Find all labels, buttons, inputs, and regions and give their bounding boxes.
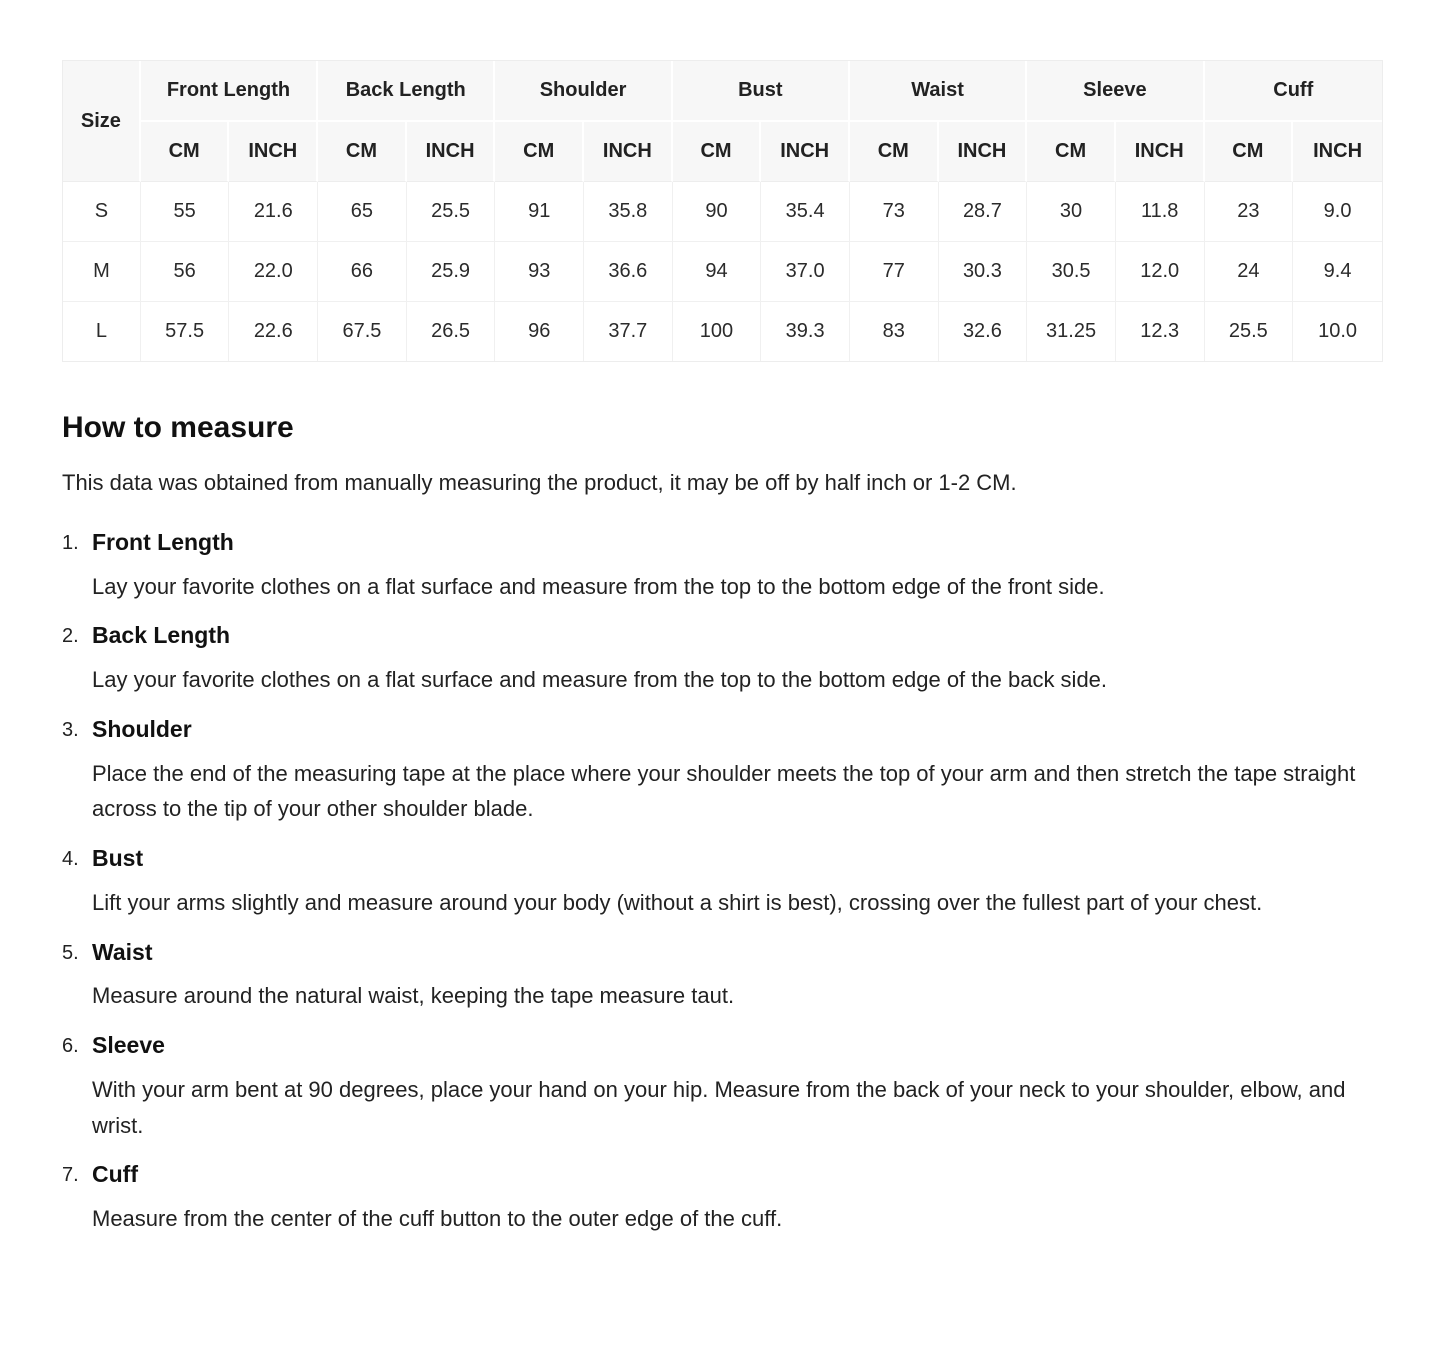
column-header-cuff: Cuff bbox=[1205, 61, 1382, 122]
how-to-measure-section bbox=[62, 410, 1383, 1237]
value-cell: 25.5 bbox=[1205, 302, 1294, 361]
value-cell: 93 bbox=[495, 242, 584, 302]
value-cell: 22.6 bbox=[229, 302, 318, 361]
step-term: Shoulder bbox=[92, 715, 192, 742]
unit-header-inch: INCH bbox=[584, 122, 673, 182]
measure-steps-list bbox=[62, 529, 1383, 1237]
value-cell: 94 bbox=[673, 242, 762, 302]
value-cell: 25.5 bbox=[407, 182, 496, 242]
step-term: Waist bbox=[92, 938, 153, 965]
measure-step-waist bbox=[62, 939, 1383, 1014]
value-cell: 12.0 bbox=[1116, 242, 1205, 302]
value-cell: 77 bbox=[850, 242, 939, 302]
value-cell: 57.5 bbox=[141, 302, 230, 361]
value-cell: 21.6 bbox=[229, 182, 318, 242]
size-cell: S bbox=[63, 182, 141, 242]
size-cell: M bbox=[63, 242, 141, 302]
value-cell: 73 bbox=[850, 182, 939, 242]
value-cell: 31.25 bbox=[1027, 302, 1116, 361]
value-cell: 83 bbox=[850, 302, 939, 361]
table-row-size-s bbox=[63, 182, 1382, 242]
step-description: Lay your favorite clothes on a flat surface and measure from the top to the bottom edge of the front side. bbox=[92, 573, 1105, 599]
column-header-sleeve: Sleeve bbox=[1027, 61, 1204, 122]
unit-header-cm: CM bbox=[1027, 122, 1116, 182]
section-title: How to measure bbox=[62, 411, 294, 444]
value-cell: 56 bbox=[141, 242, 230, 302]
intro-text: This data was obtained from manually measuring the product, it may be off by half inch or 1-2 CM. bbox=[62, 470, 1017, 495]
value-cell: 37.0 bbox=[761, 242, 850, 302]
value-cell: 35.4 bbox=[761, 182, 850, 242]
unit-header-inch: INCH bbox=[1116, 122, 1205, 182]
value-cell: 36.6 bbox=[584, 242, 673, 302]
table-row-size-m bbox=[63, 242, 1382, 302]
value-cell: 67.5 bbox=[318, 302, 407, 361]
column-header-bust: Bust bbox=[673, 61, 850, 122]
step-number: 3. bbox=[62, 718, 79, 741]
measure-step-front-length bbox=[62, 529, 1383, 604]
unit-header-cm: CM bbox=[141, 122, 230, 182]
column-header-waist: Waist bbox=[850, 61, 1027, 122]
unit-header-inch: INCH bbox=[939, 122, 1028, 182]
step-number: 2. bbox=[62, 625, 79, 648]
value-cell: 26.5 bbox=[407, 302, 496, 361]
column-header-shoulder: Shoulder bbox=[495, 61, 672, 122]
unit-header-cm: CM bbox=[850, 122, 939, 182]
unit-header-cm: CM bbox=[318, 122, 407, 182]
step-term: Front Length bbox=[92, 529, 234, 555]
step-term: Bust bbox=[92, 845, 144, 872]
step-description: Lift your arms slightly and measure around your body (without a shirt is best), crossing over the fullest part of your chest. bbox=[92, 889, 1263, 915]
step-number: 7. bbox=[62, 1164, 79, 1187]
step-number: 1. bbox=[62, 532, 79, 554]
units-header-row bbox=[63, 122, 1382, 182]
value-cell: 23 bbox=[1205, 182, 1294, 242]
unit-header-inch: INCH bbox=[761, 122, 850, 182]
step-term: Back Length bbox=[92, 622, 231, 649]
step-number: 4. bbox=[62, 848, 79, 871]
step-number: 5. bbox=[62, 941, 79, 964]
value-cell: 9.4 bbox=[1293, 242, 1382, 302]
unit-header-cm: CM bbox=[673, 122, 762, 182]
size-cell: L bbox=[63, 302, 141, 361]
value-cell: 39.3 bbox=[761, 302, 850, 361]
value-cell: 91 bbox=[495, 182, 584, 242]
value-cell: 24 bbox=[1205, 242, 1294, 302]
value-cell: 12.3 bbox=[1116, 302, 1205, 361]
measure-step-shoulder bbox=[62, 716, 1383, 827]
value-cell: 90 bbox=[673, 182, 762, 242]
value-cell: 66 bbox=[318, 242, 407, 302]
measure-step-cuff bbox=[62, 1161, 1383, 1236]
size-chart-header bbox=[63, 61, 1382, 182]
step-description: Measure around the natural waist, keeping the tape measure taut. bbox=[92, 983, 735, 1009]
value-cell: 22.0 bbox=[229, 242, 318, 302]
unit-header-cm: CM bbox=[495, 122, 584, 182]
size-chart-body bbox=[63, 182, 1382, 361]
measurement-header-row bbox=[63, 61, 1382, 122]
value-cell: 10.0 bbox=[1293, 302, 1382, 361]
value-cell: 30.5 bbox=[1027, 242, 1116, 302]
value-cell: 25.9 bbox=[407, 242, 496, 302]
unit-header-cm: CM bbox=[1205, 122, 1294, 182]
value-cell: 100 bbox=[673, 302, 762, 361]
value-cell: 32.6 bbox=[939, 302, 1028, 361]
column-header-front-length: Front Length bbox=[141, 61, 318, 122]
value-cell: 30 bbox=[1027, 182, 1116, 242]
unit-header-inch: INCH bbox=[229, 122, 318, 182]
step-number: 6. bbox=[62, 1035, 79, 1058]
step-description: Measure from the center of the cuff button to the outer edge of the cuff. bbox=[92, 1206, 783, 1232]
column-header-back-length: Back Length bbox=[318, 61, 495, 122]
measure-step-sleeve bbox=[62, 1032, 1383, 1143]
value-cell: 28.7 bbox=[939, 182, 1028, 242]
unit-header-inch: INCH bbox=[1293, 122, 1382, 182]
measure-step-bust bbox=[62, 845, 1383, 920]
step-term: Cuff bbox=[92, 1161, 138, 1188]
step-description: With your arm bent at 90 degrees, place your hand on your hip. Measure from the back of your neck to your shoulder, elbow, and wrist. bbox=[92, 1076, 1346, 1138]
value-cell: 9.0 bbox=[1293, 182, 1382, 242]
value-cell: 55 bbox=[141, 182, 230, 242]
table-row-size-l bbox=[63, 302, 1382, 361]
value-cell: 37.7 bbox=[584, 302, 673, 361]
unit-header-inch: INCH bbox=[407, 122, 496, 182]
value-cell: 96 bbox=[495, 302, 584, 361]
size-chart-table bbox=[62, 60, 1383, 362]
step-description: Lay your favorite clothes on a flat surface and measure from the top to the bottom edge of the back side. bbox=[92, 667, 1108, 693]
value-cell: 30.3 bbox=[939, 242, 1028, 302]
step-description: Place the end of the measuring tape at the place where your shoulder meets the top of your arm and then stretch the tape straight across to the tip of your other shoulder blade. bbox=[92, 760, 1356, 822]
step-term: Sleeve bbox=[92, 1032, 165, 1059]
value-cell: 65 bbox=[318, 182, 407, 242]
measure-step-back-length bbox=[62, 622, 1383, 697]
value-cell: 35.8 bbox=[584, 182, 673, 242]
size-column-header: Size bbox=[63, 61, 141, 182]
value-cell: 11.8 bbox=[1116, 182, 1205, 242]
